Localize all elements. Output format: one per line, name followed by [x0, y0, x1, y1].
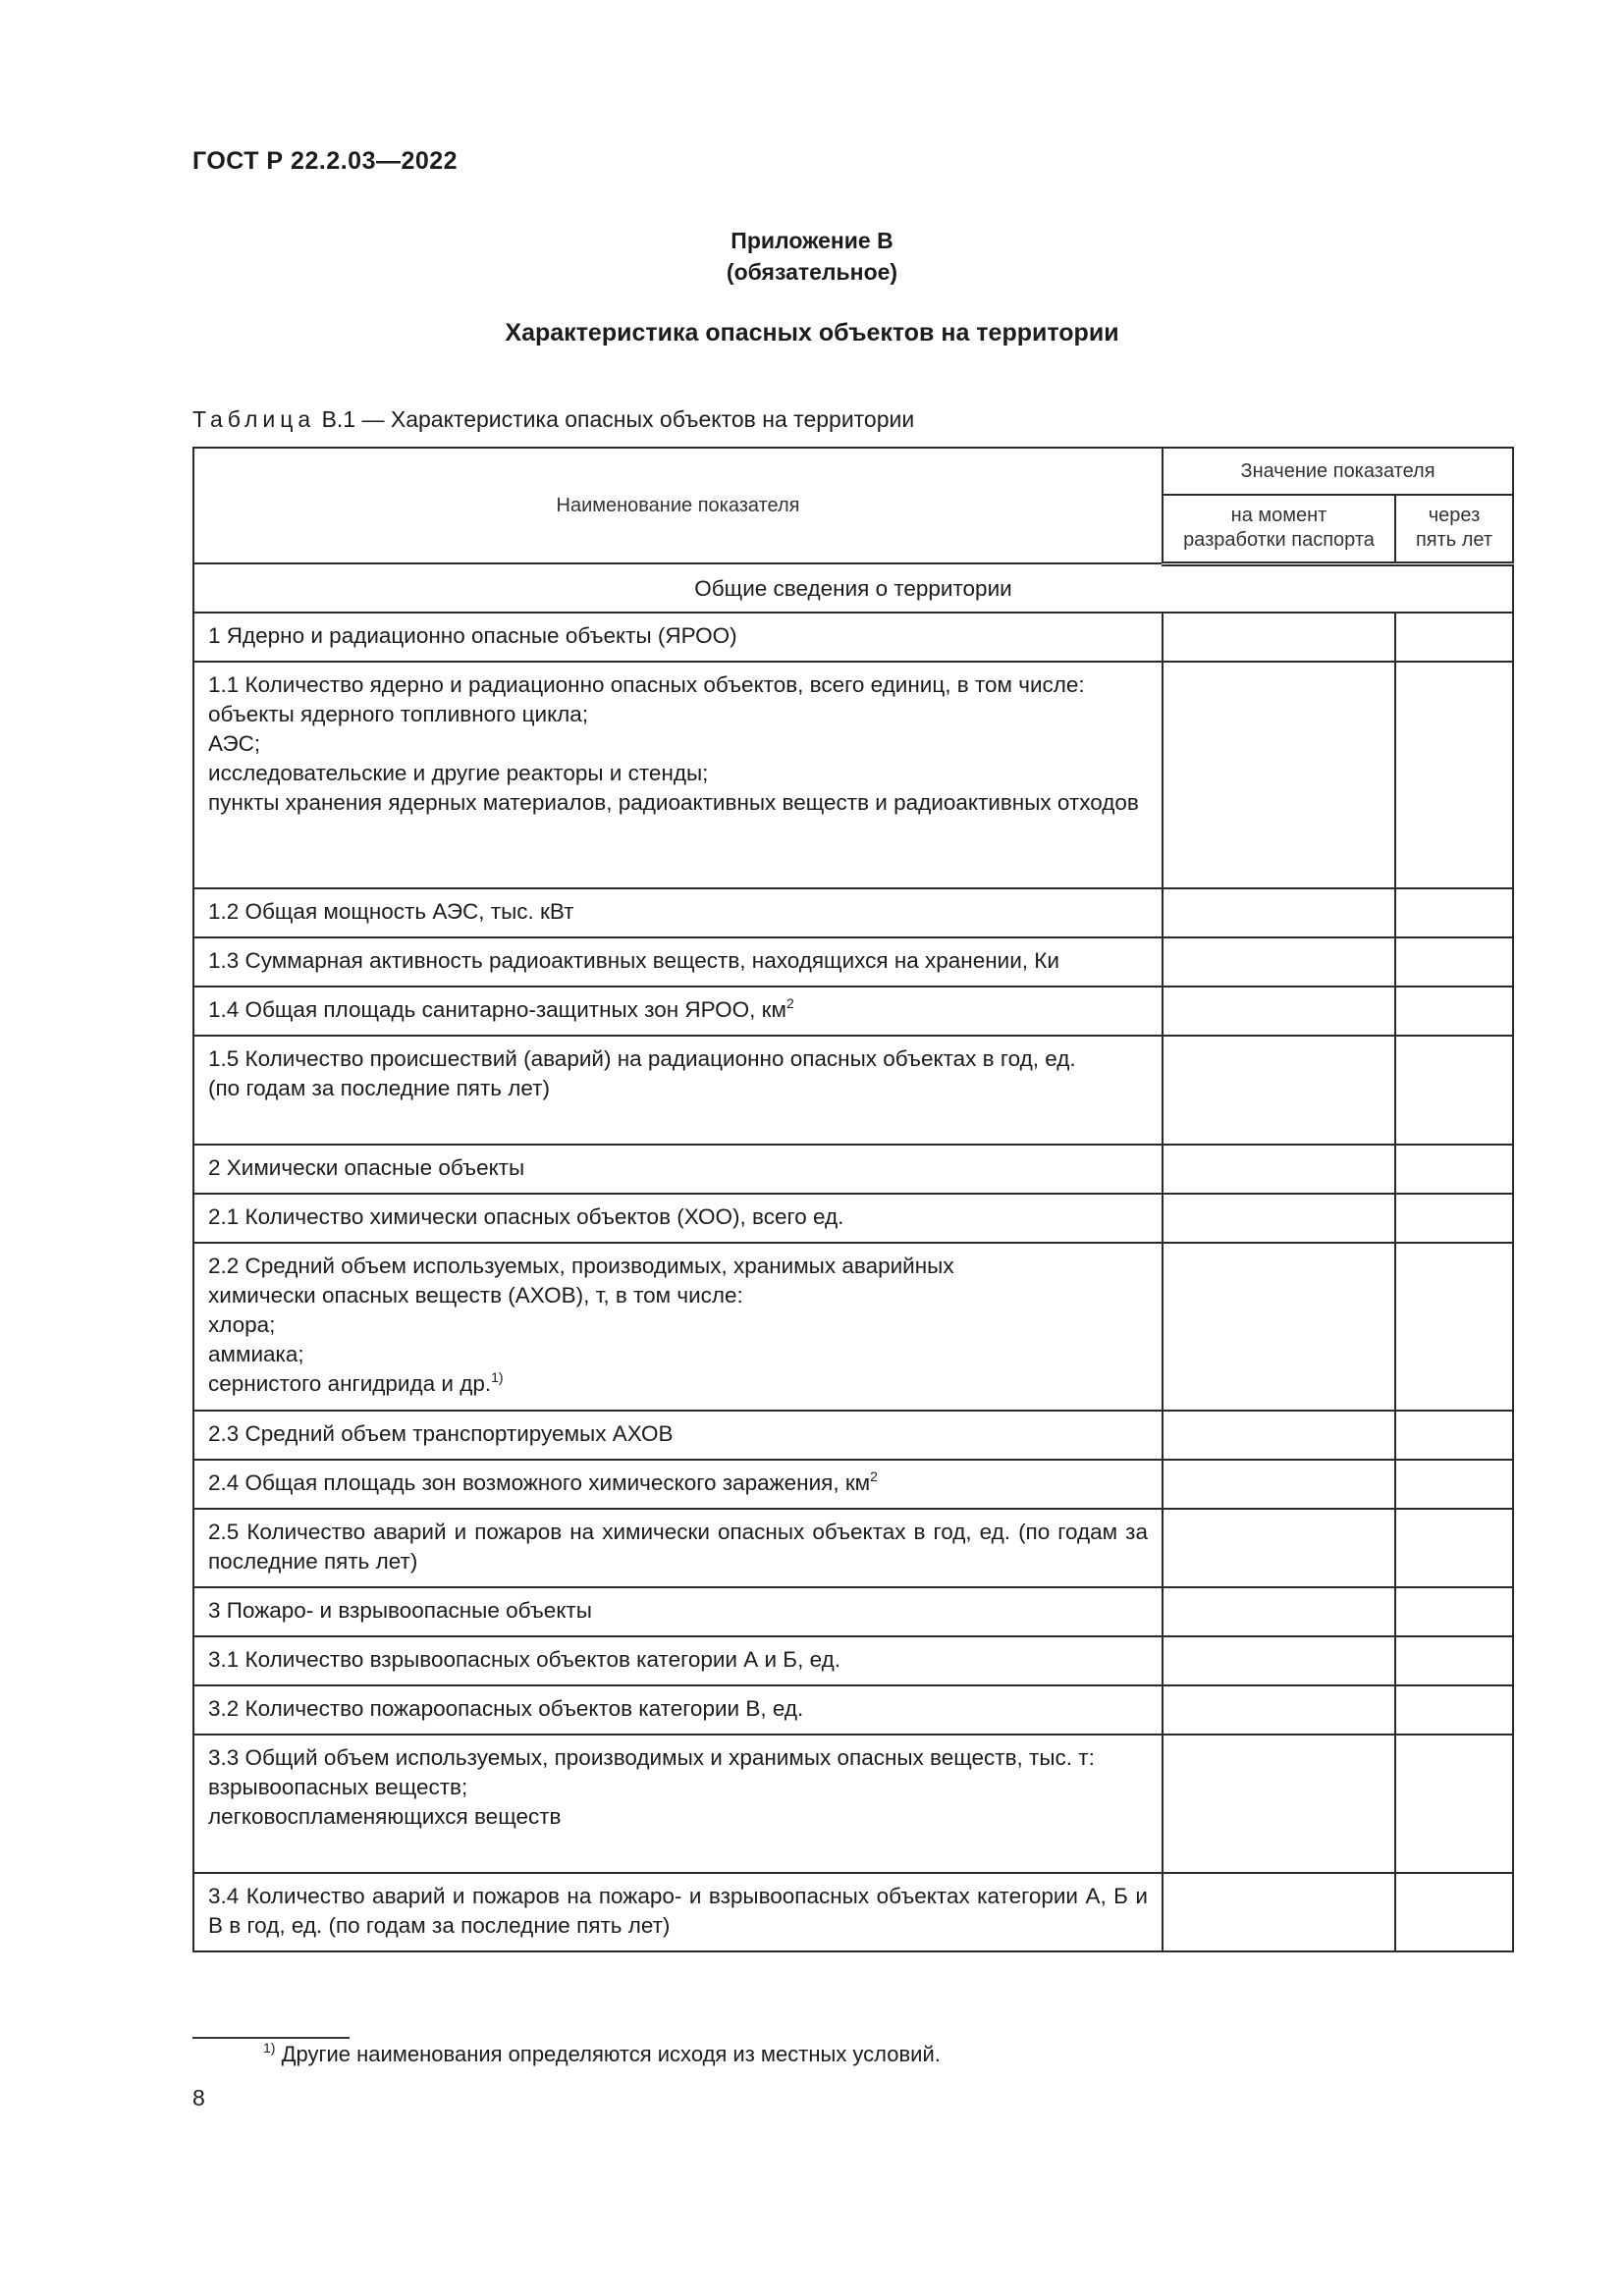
header-indicator-name: Наименование показателя — [193, 448, 1163, 563]
value-at-development — [1163, 1587, 1395, 1636]
indicator-text: 2.4 Общая площадь зон возможного химического заражения, $км^2$ — [208, 1468, 878, 1495]
indicator-text: хлора; — [208, 1312, 276, 1337]
value-at-development — [1163, 1194, 1395, 1243]
table-row — [193, 1411, 1513, 1460]
table-caption — [192, 406, 914, 433]
indicator-text: 2 Химически опасные объекты — [208, 1155, 525, 1180]
indicator-name-cell — [193, 987, 1163, 1036]
indicator-text: АЭС; — [208, 731, 261, 756]
indicator-name — [194, 1244, 1162, 1406]
group-general-label: Общие сведения о территории — [694, 575, 1012, 601]
indicator-name — [194, 988, 1162, 1032]
document-code: ГОСТ Р 22.2.03—2022 — [192, 147, 459, 175]
table-row — [193, 888, 1513, 937]
indicator-name — [194, 1461, 1162, 1505]
footnote-mark: 1) — [263, 2040, 276, 2056]
value-at-development — [1163, 1636, 1395, 1685]
indicator-name-cell — [193, 1145, 1163, 1194]
group-row — [193, 563, 1513, 613]
indicator-text: 2.1 Количество химически опасных объектов (ХОО), всего ед. — [208, 1204, 844, 1229]
indicator-name — [194, 1412, 1162, 1456]
value-at-development — [1163, 1243, 1395, 1411]
value-in-five-years — [1395, 1036, 1513, 1145]
value-at-development — [1163, 662, 1395, 888]
section-title: Характеристика опасных объектов на территории — [505, 319, 1119, 347]
value-in-five-years — [1395, 1685, 1513, 1735]
footnote-text: Другие наименования определяются исходя из местных условий. — [275, 2042, 941, 2066]
value-at-development — [1163, 1145, 1395, 1194]
superscript: 2 — [786, 995, 794, 1011]
value-in-five-years — [1395, 613, 1513, 662]
indicator-text: пункты хранения ядерных материалов, радиоактивных веществ и радиоактивных отходов — [208, 790, 1139, 815]
indicator-name-cell — [193, 1194, 1163, 1243]
indicator-name-cell — [193, 662, 1163, 888]
value-at-development — [1163, 888, 1395, 937]
value-at-development — [1163, 1509, 1395, 1587]
value-in-five-years — [1395, 662, 1513, 888]
indicator-text: 1.1 Количество ядерно и радиационно опасных объектов, всего единиц, в том числе: — [208, 672, 1085, 697]
table-row — [193, 1243, 1513, 1411]
table-row — [193, 662, 1513, 888]
table-row — [193, 1460, 1513, 1509]
indicator-name — [194, 1037, 1162, 1110]
table-row — [193, 1735, 1513, 1873]
value-at-development — [1163, 1735, 1395, 1873]
indicator-name-cell — [193, 1243, 1163, 1411]
indicator-name — [194, 1146, 1162, 1190]
indicator-text: 1.2 Общая мощность АЭС, тыс. кВт — [208, 899, 574, 924]
indicator-text: объекты ядерного топливного цикла; — [208, 702, 589, 726]
value-at-development — [1163, 1873, 1395, 1951]
value-in-five-years — [1395, 987, 1513, 1036]
value-at-development — [1163, 1460, 1395, 1509]
value-at-development — [1163, 1685, 1395, 1735]
value-in-five-years — [1395, 1145, 1513, 1194]
appendix-title: Приложение В — [731, 228, 893, 253]
indicator-text: 2.2 Средний объем используемых, производимых, хранимых аварийных — [208, 1254, 954, 1278]
indicator-name-cell — [193, 1685, 1163, 1735]
page-number: 8 — [192, 2085, 205, 2110]
indicator-text: 1.5 Количество происшествий (аварий) на радиационно опасных объектах в год, ед. — [208, 1046, 1076, 1071]
table-row — [193, 1145, 1513, 1194]
indicator-name — [194, 1637, 1162, 1682]
indicator-name — [194, 1874, 1162, 1948]
value-in-five-years — [1395, 1735, 1513, 1873]
indicator-name-cell — [193, 1636, 1163, 1685]
indicator-text: сернистого ангидрида и др.$^{1)}$ — [208, 1369, 504, 1396]
indicator-text: 1 Ядерно и радиационно опасные объекты (ЯРОО) — [208, 623, 737, 648]
indicator-name — [194, 938, 1162, 983]
indicator-name — [194, 614, 1162, 658]
value-in-five-years — [1395, 888, 1513, 937]
indicator-text: химически опасных веществ (АХОВ), т, в том числе: — [208, 1283, 743, 1308]
value-at-development — [1163, 987, 1395, 1036]
indicator-name — [194, 1588, 1162, 1632]
indicator-text: 3.2 Количество пожароопасных объектов категории В, ед. — [208, 1696, 804, 1721]
indicator-name-cell — [193, 1460, 1163, 1509]
superscript: 1) — [491, 1369, 504, 1385]
value-at-development — [1163, 937, 1395, 987]
superscript: 2 — [870, 1468, 878, 1484]
indicator-text: (по годам за последние пять лет) — [208, 1076, 550, 1100]
value-at-development — [1163, 1036, 1395, 1145]
value-in-five-years — [1395, 1587, 1513, 1636]
indicator-text: легковоспламеняющихся веществ — [208, 1804, 562, 1829]
value-in-five-years — [1395, 1873, 1513, 1951]
value-in-five-years — [1395, 1411, 1513, 1460]
indicator-text: 2.3 Средний объем транспортируемых АХОВ — [208, 1421, 674, 1446]
indicator-name — [194, 1510, 1162, 1583]
value-in-five-years — [1395, 1509, 1513, 1587]
indicator-name-cell — [193, 888, 1163, 937]
table-row — [193, 987, 1513, 1036]
table-row — [193, 613, 1513, 662]
indicator-text: 3.4 Количество аварий и пожаров на пожаро- и взрывоопасных объектах категории А, Б и В в год, ед. (по годам за последние пять лет) — [208, 1884, 1148, 1938]
table-caption-text: В.1 — Характеристика опасных объектов на территории — [315, 406, 915, 432]
indicator-name-cell — [193, 937, 1163, 987]
indicator-name-cell — [193, 1411, 1163, 1460]
indicator-text: аммиака; — [208, 1342, 304, 1366]
indicator-name-cell — [193, 1735, 1163, 1873]
indicator-text: 3.3 Общий объем используемых, производимых и хранимых опасных веществ, тыс. т: — [208, 1745, 1095, 1770]
indicator-text: взрывоопасных веществ; — [208, 1775, 468, 1799]
table-row — [193, 937, 1513, 987]
value-in-five-years — [1395, 1460, 1513, 1509]
indicator-text: 1.3 Суммарная активность радиоактивных веществ, находящихся на хранении, Ки — [208, 948, 1059, 973]
footnote — [263, 2042, 941, 2067]
value-in-five-years — [1395, 1243, 1513, 1411]
value-in-five-years — [1395, 937, 1513, 987]
header-at-development: на момент разработки паспорта — [1163, 495, 1395, 563]
indicator-name — [194, 1195, 1162, 1239]
table-row — [193, 1685, 1513, 1735]
indicator-text: 3.1 Количество взрывоопасных объектов категории А и Б, ед. — [208, 1647, 840, 1672]
table-row — [193, 1509, 1513, 1587]
indicator-text: 3 Пожаро- и взрывоопасные объекты — [208, 1598, 592, 1623]
indicators-table — [192, 447, 1514, 1952]
indicator-name-cell — [193, 1873, 1163, 1951]
indicator-name-cell — [193, 1509, 1163, 1587]
footnote-divider — [192, 2037, 350, 2039]
table-row — [193, 1194, 1513, 1243]
indicator-name — [194, 663, 1162, 825]
appendix-type: (обязательное) — [726, 259, 898, 285]
indicator-name — [194, 1735, 1162, 1839]
table-row — [193, 1036, 1513, 1145]
value-at-development — [1163, 1411, 1395, 1460]
table-row — [193, 1873, 1513, 1951]
table-row — [193, 1587, 1513, 1636]
header-in-five-years: через пять лет — [1395, 495, 1513, 563]
indicator-text: исследовательские и другие реакторы и стенды; — [208, 761, 709, 785]
value-in-five-years — [1395, 1194, 1513, 1243]
table-row — [193, 1636, 1513, 1685]
indicator-text: 2.5 Количество аварий и пожаров на химически опасных объектах в год, ед. (по годам за последние пять лет) — [208, 1520, 1148, 1574]
table-caption-prefix: Таблица — [192, 406, 316, 432]
indicator-name-cell — [193, 613, 1163, 662]
indicator-name — [194, 1686, 1162, 1731]
indicator-text: 1.4 Общая площадь санитарно-защитных зон ЯРОО, $км^2$ — [208, 995, 794, 1022]
indicator-name-cell — [193, 1587, 1163, 1636]
value-in-five-years — [1395, 1636, 1513, 1685]
header-indicator-value: Значение показателя — [1163, 448, 1513, 495]
value-at-development — [1163, 613, 1395, 662]
indicator-name-cell — [193, 1036, 1163, 1145]
indicator-name — [194, 889, 1162, 934]
